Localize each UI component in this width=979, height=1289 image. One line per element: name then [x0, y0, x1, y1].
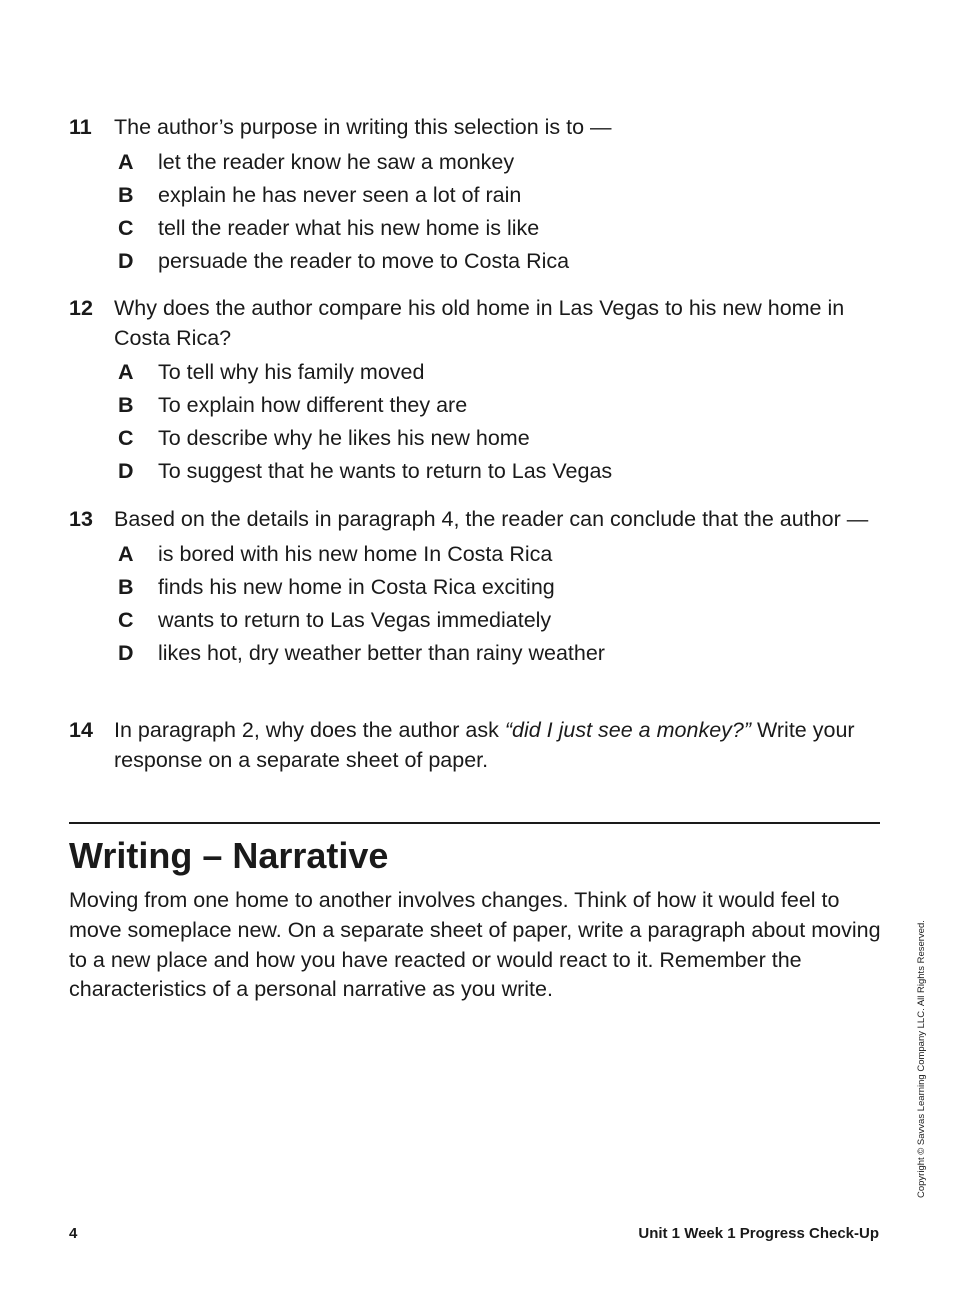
choice-letter: C: [118, 215, 134, 240]
question-number: 14: [69, 718, 93, 742]
answer-choice-a: [118, 146, 884, 179]
stem-text-before: In paragraph 2, why does the author ask: [114, 718, 505, 742]
footer-title: Unit 1 Week 1 Progress Check-Up: [638, 1225, 879, 1242]
answer-choice-c: [118, 212, 884, 245]
answer-choice-c: [118, 422, 884, 455]
choice-letter: B: [118, 393, 134, 417]
choice-text: is bored with his new home In Costa Rica: [158, 541, 553, 566]
choice-text: To explain how different they are: [158, 393, 468, 417]
answer-choice-a: [118, 538, 884, 571]
choice-text: likes hot, dry weather better than rainy weather: [158, 640, 605, 665]
choice-letter: D: [118, 248, 134, 273]
answer-choice-d: [118, 245, 884, 278]
section-divider: [69, 822, 880, 824]
question-stem: Based on the details in paragraph 4, the reader can conclude that the author —: [114, 507, 869, 531]
question-12: [69, 294, 884, 488]
answer-choice-d: [118, 455, 884, 488]
question-number: 13: [69, 507, 93, 531]
question-number: 12: [69, 296, 93, 320]
question-13: [69, 505, 884, 670]
choice-text: explain he has never seen a lot of rain: [158, 182, 522, 207]
choice-text: let the reader know he saw a monkey: [158, 149, 515, 174]
answer-choice-b: [118, 389, 884, 422]
page-number: 4: [69, 1225, 78, 1242]
question-11: [69, 113, 884, 278]
choice-text: To tell why his family moved: [158, 360, 425, 384]
question-stem: [114, 716, 884, 775]
choice-letter: A: [118, 149, 134, 174]
question-stem: Why does the author compare his old home in Las Vegas to his new home in Costa Rica?: [114, 296, 845, 350]
stem-text-after: Write your response on a separate sheet of paper.: [114, 718, 855, 772]
copyright-notice: Copyright © Savvas Learning Company LLC. All Rights Reserved.: [916, 920, 927, 1198]
choice-letter: A: [118, 360, 134, 384]
stem-quote: “did I just see a monkey?”: [504, 718, 752, 742]
choice-letter: D: [118, 640, 134, 665]
choice-text: persuade the reader to move to Costa Rica: [158, 248, 570, 273]
choice-letter: B: [118, 182, 134, 207]
question-stem: The author’s purpose in writing this selection is to —: [114, 115, 612, 139]
choice-text: To suggest that he wants to return to Las Vegas: [158, 459, 613, 483]
choice-letter: B: [118, 574, 134, 599]
choice-text: finds his new home in Costa Rica exciting: [158, 574, 555, 599]
choice-letter: A: [118, 541, 134, 566]
section-title: Writing – Narrative: [69, 835, 389, 876]
choice-text: wants to return to Las Vegas immediately: [158, 607, 552, 632]
choice-letter: C: [118, 426, 134, 450]
answer-choice-d: [118, 637, 884, 670]
question-number: 11: [69, 115, 92, 139]
question-14: [69, 716, 884, 775]
writing-prompt: Moving from one home to another involves changes. Think of how it would feel to move someplace new. On a separate sheet of paper, write a paragraph about moving to a new place and how you have reacted or would react to it. Remember the characteristics of a personal narrative as you write.: [69, 888, 881, 1002]
answer-choice-c: [118, 604, 884, 637]
answer-choice-b: [118, 179, 884, 212]
answer-choice-b: [118, 571, 884, 604]
choice-letter: C: [118, 607, 134, 632]
choice-letter: D: [118, 459, 134, 483]
choice-text: To describe why he likes his new home: [158, 426, 530, 450]
choice-text: tell the reader what his new home is like: [158, 215, 540, 240]
answer-choice-a: [118, 356, 884, 389]
